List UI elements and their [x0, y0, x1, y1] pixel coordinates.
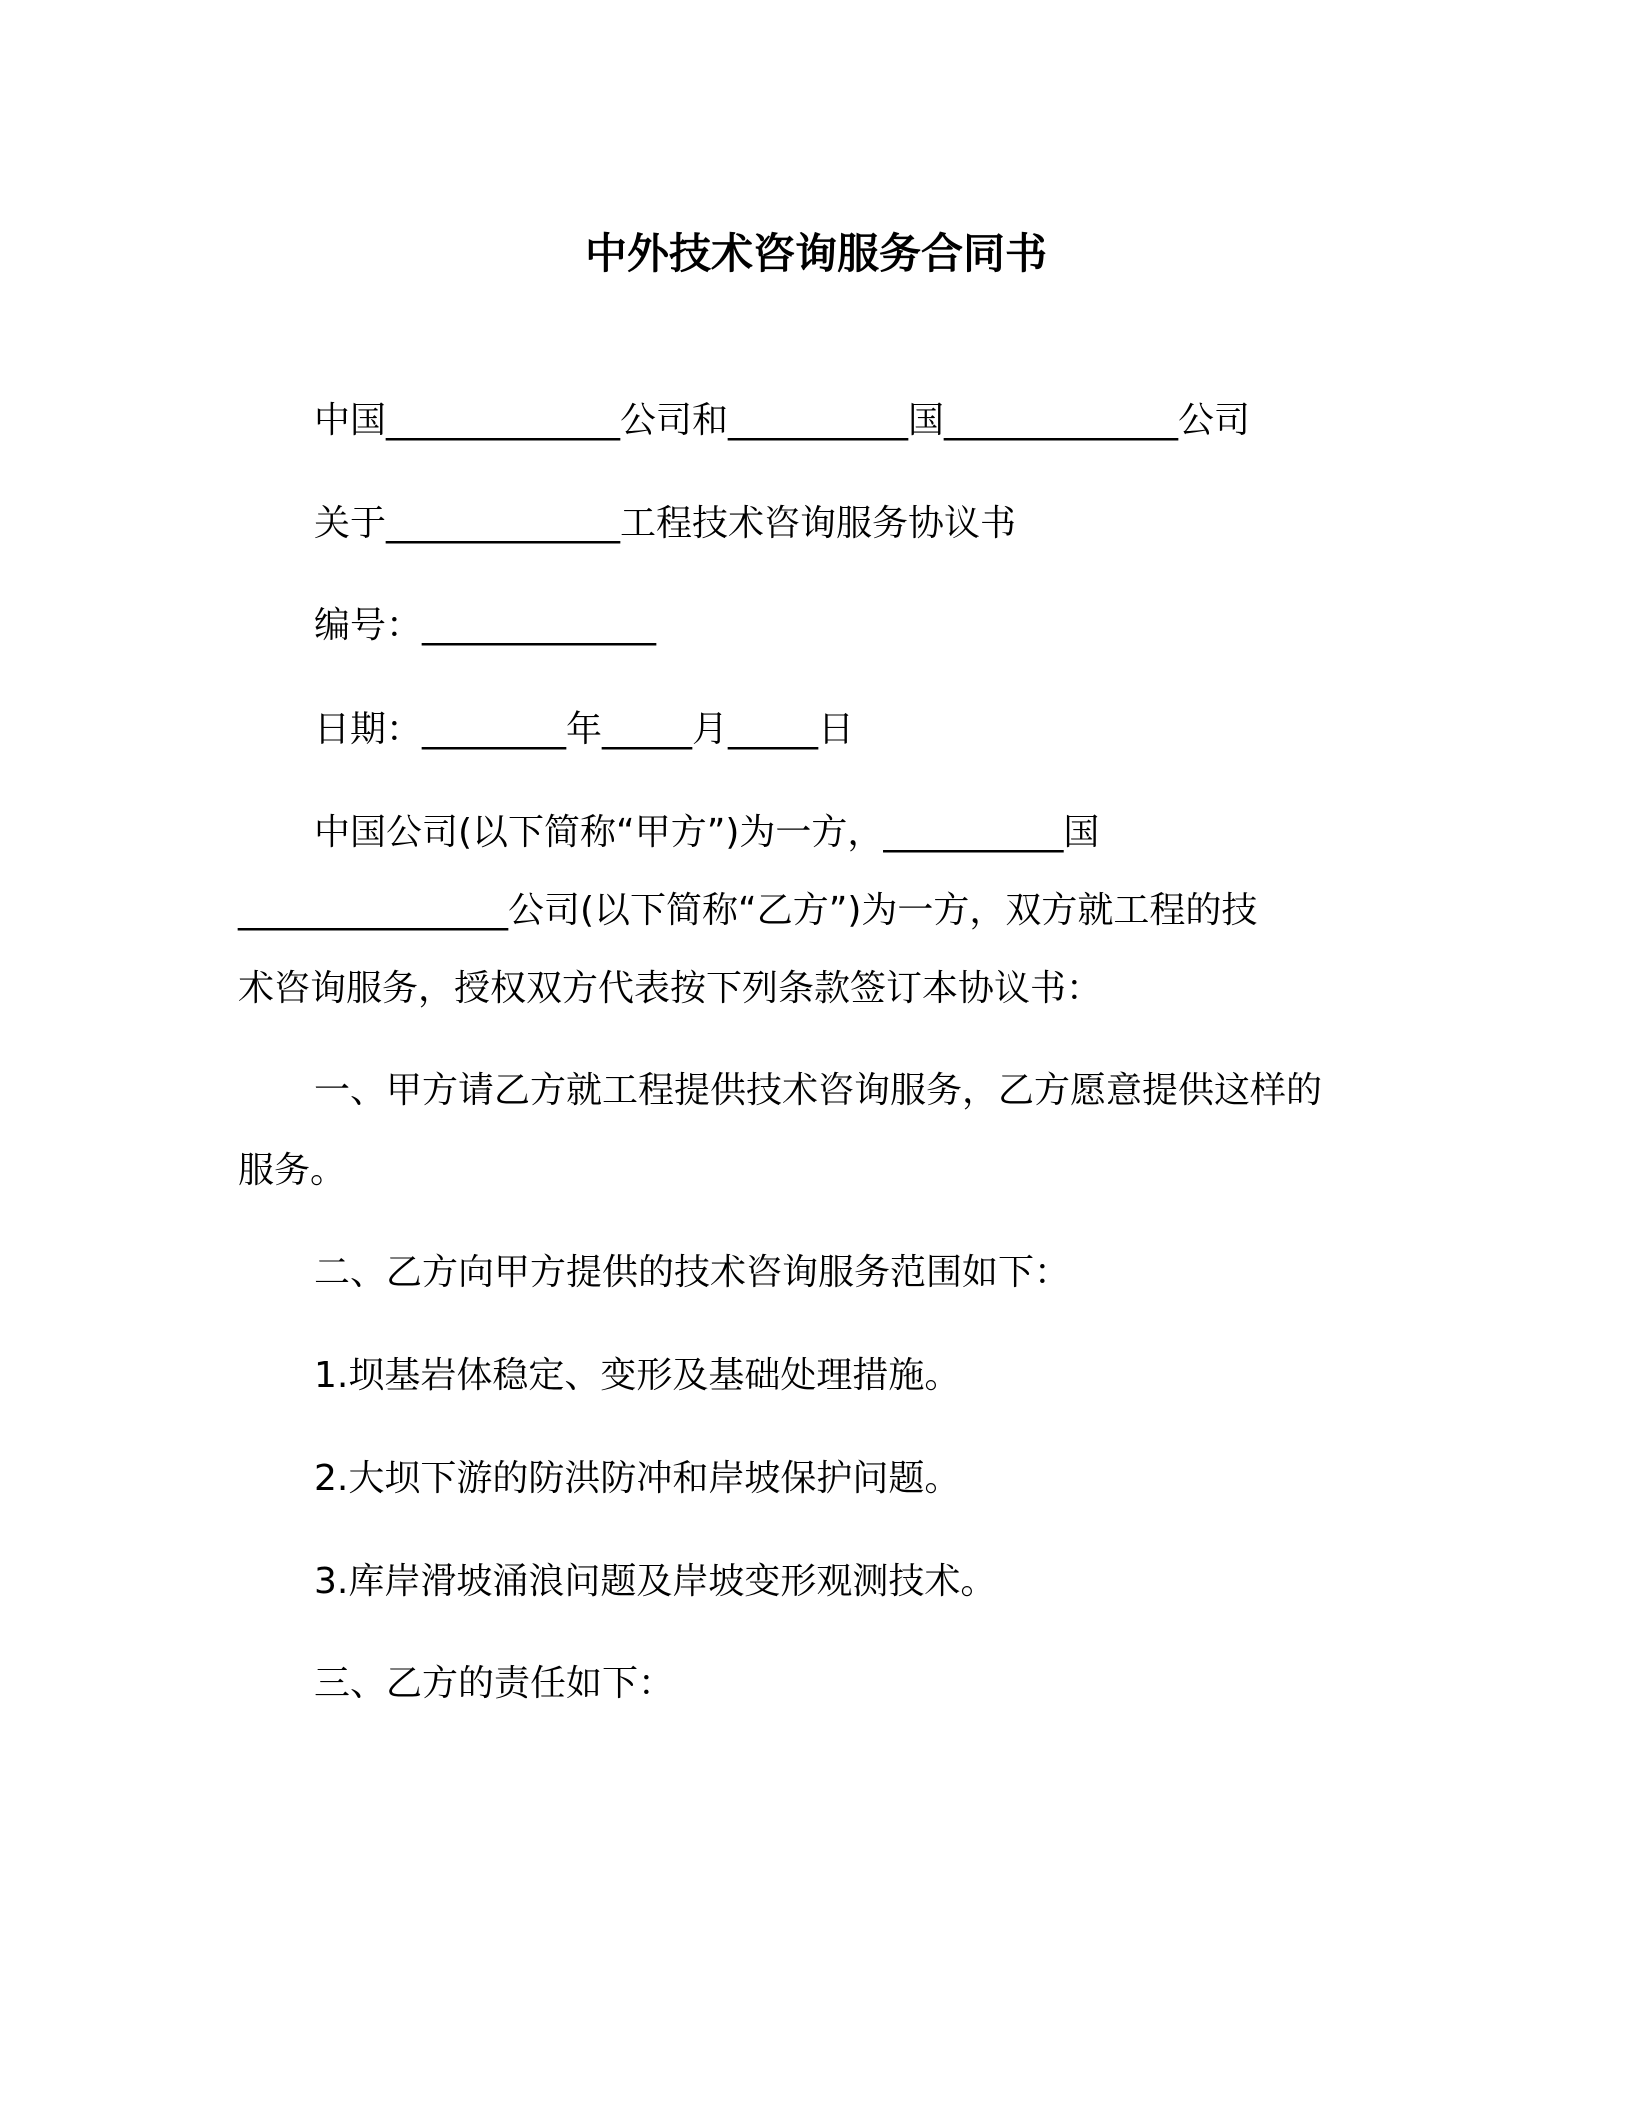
paragraph-line: 术咨询服务，授权双方代表按下列条款签订本协议书：: [238, 968, 1103, 1009]
list-item: 2.大坝下游的防洪防冲和岸坡保护问题。: [314, 1458, 961, 1499]
paragraph-line: 中国公司(以下简称“甲方”)为一方，__________国: [314, 812, 1100, 853]
list-item: 3.库岸滑坡涌浪问题及岸坡变形观测技术。: [314, 1561, 997, 1602]
document-title: 中外技术咨询服务合同书: [584, 229, 1047, 278]
clause-two-heading: 二、乙方向甲方提供的技术咨询服务范围如下：: [314, 1252, 1071, 1293]
paragraph-line: _______________公司(以下简称“乙方”)为一方，双方就工程的技: [238, 890, 1258, 931]
parties-line: 中国_____________公司和__________国_____________公司: [314, 400, 1251, 441]
clause-one-line: 一、甲方请乙方就工程提供技术咨询服务，乙方愿意提供这样的: [314, 1070, 1323, 1111]
clause-three-heading: 三、乙方的责任如下：: [314, 1663, 675, 1704]
number-line: 编号：_____________: [314, 605, 657, 646]
list-item: 1.坝基岩体稳定、变形及基础处理措施。: [314, 1355, 961, 1396]
clause-one-line: 服务。: [238, 1150, 347, 1191]
date-line: 日期：________年_____月_____日: [314, 709, 855, 750]
subject-line: 关于_____________工程技术咨询服务协议书: [314, 503, 1017, 544]
